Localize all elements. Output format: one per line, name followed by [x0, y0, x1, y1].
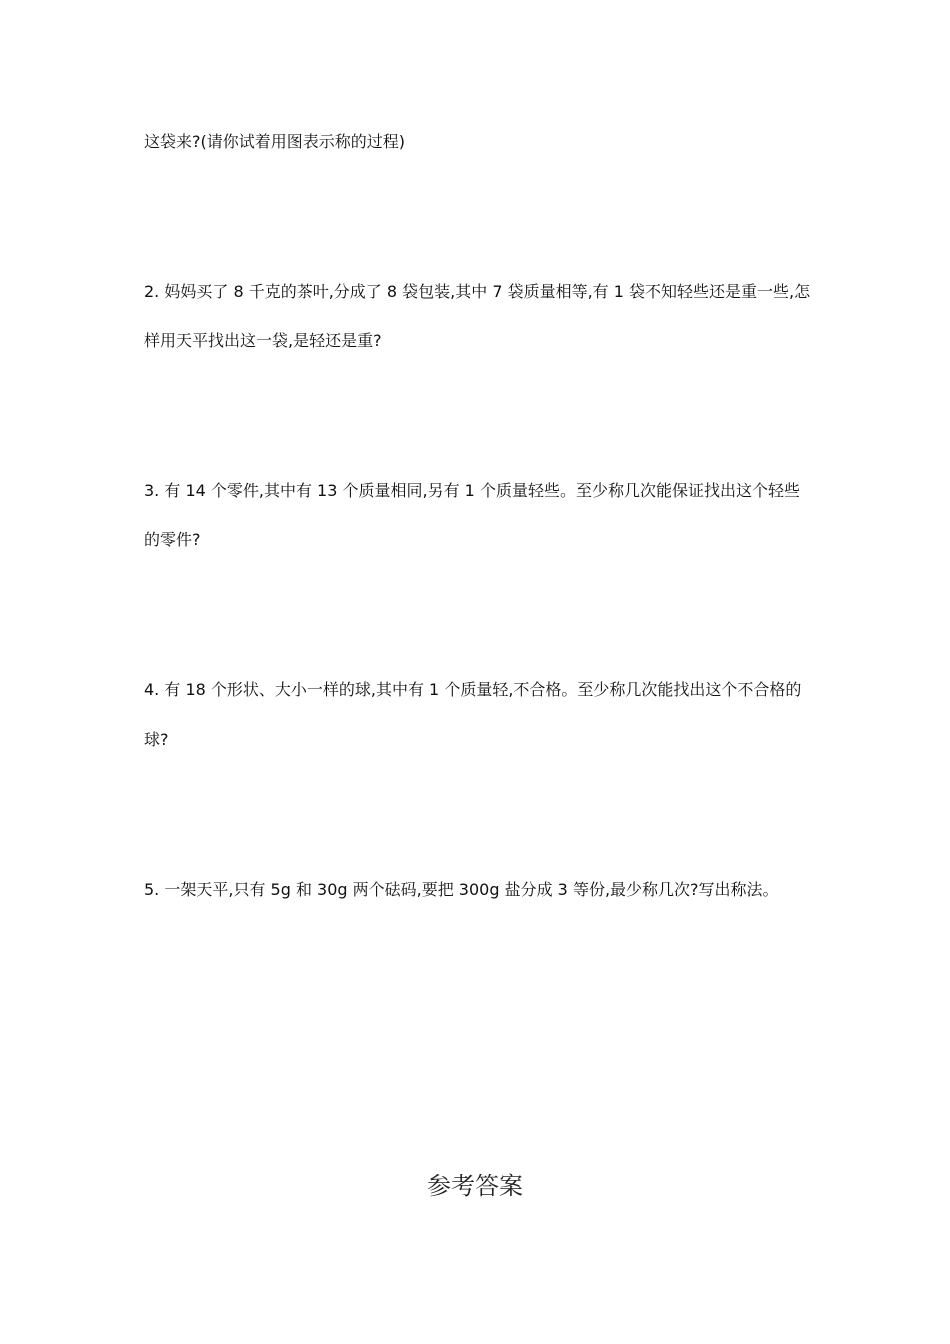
- answers-title: 参考答案: [427, 1172, 523, 1200]
- question-5-line-1: 5. 一架天平,只有 5g 和 30g 两个砝码,要把 300g 盐分成 3 等份,最少称几次?写出称法。: [144, 880, 779, 899]
- question-3-line-2: 的零件?: [144, 530, 201, 549]
- question-4-line-2: 球?: [144, 730, 169, 749]
- question-1-continuation: 这袋来?(请你试着用图表示称的过程): [144, 132, 405, 151]
- question-4-line-1: 4. 有 18 个形状、大小一样的球,其中有 1 个质量轻,不合格。至少称几次能找出这个不合格的: [144, 680, 802, 699]
- question-2-line-2: 样用天平找出这一袋,是轻还是重?: [144, 331, 382, 350]
- question-3-line-1: 3. 有 14 个零件,其中有 13 个质量相同,另有 1 个质量轻些。至少称几次能保证找出这个轻些: [144, 481, 800, 500]
- question-2-line-1: 2. 妈妈买了 8 千克的茶叶,分成了 8 袋包装,其中 7 袋质量相等,有 1 袋不知轻些还是重一些,怎: [144, 282, 811, 301]
